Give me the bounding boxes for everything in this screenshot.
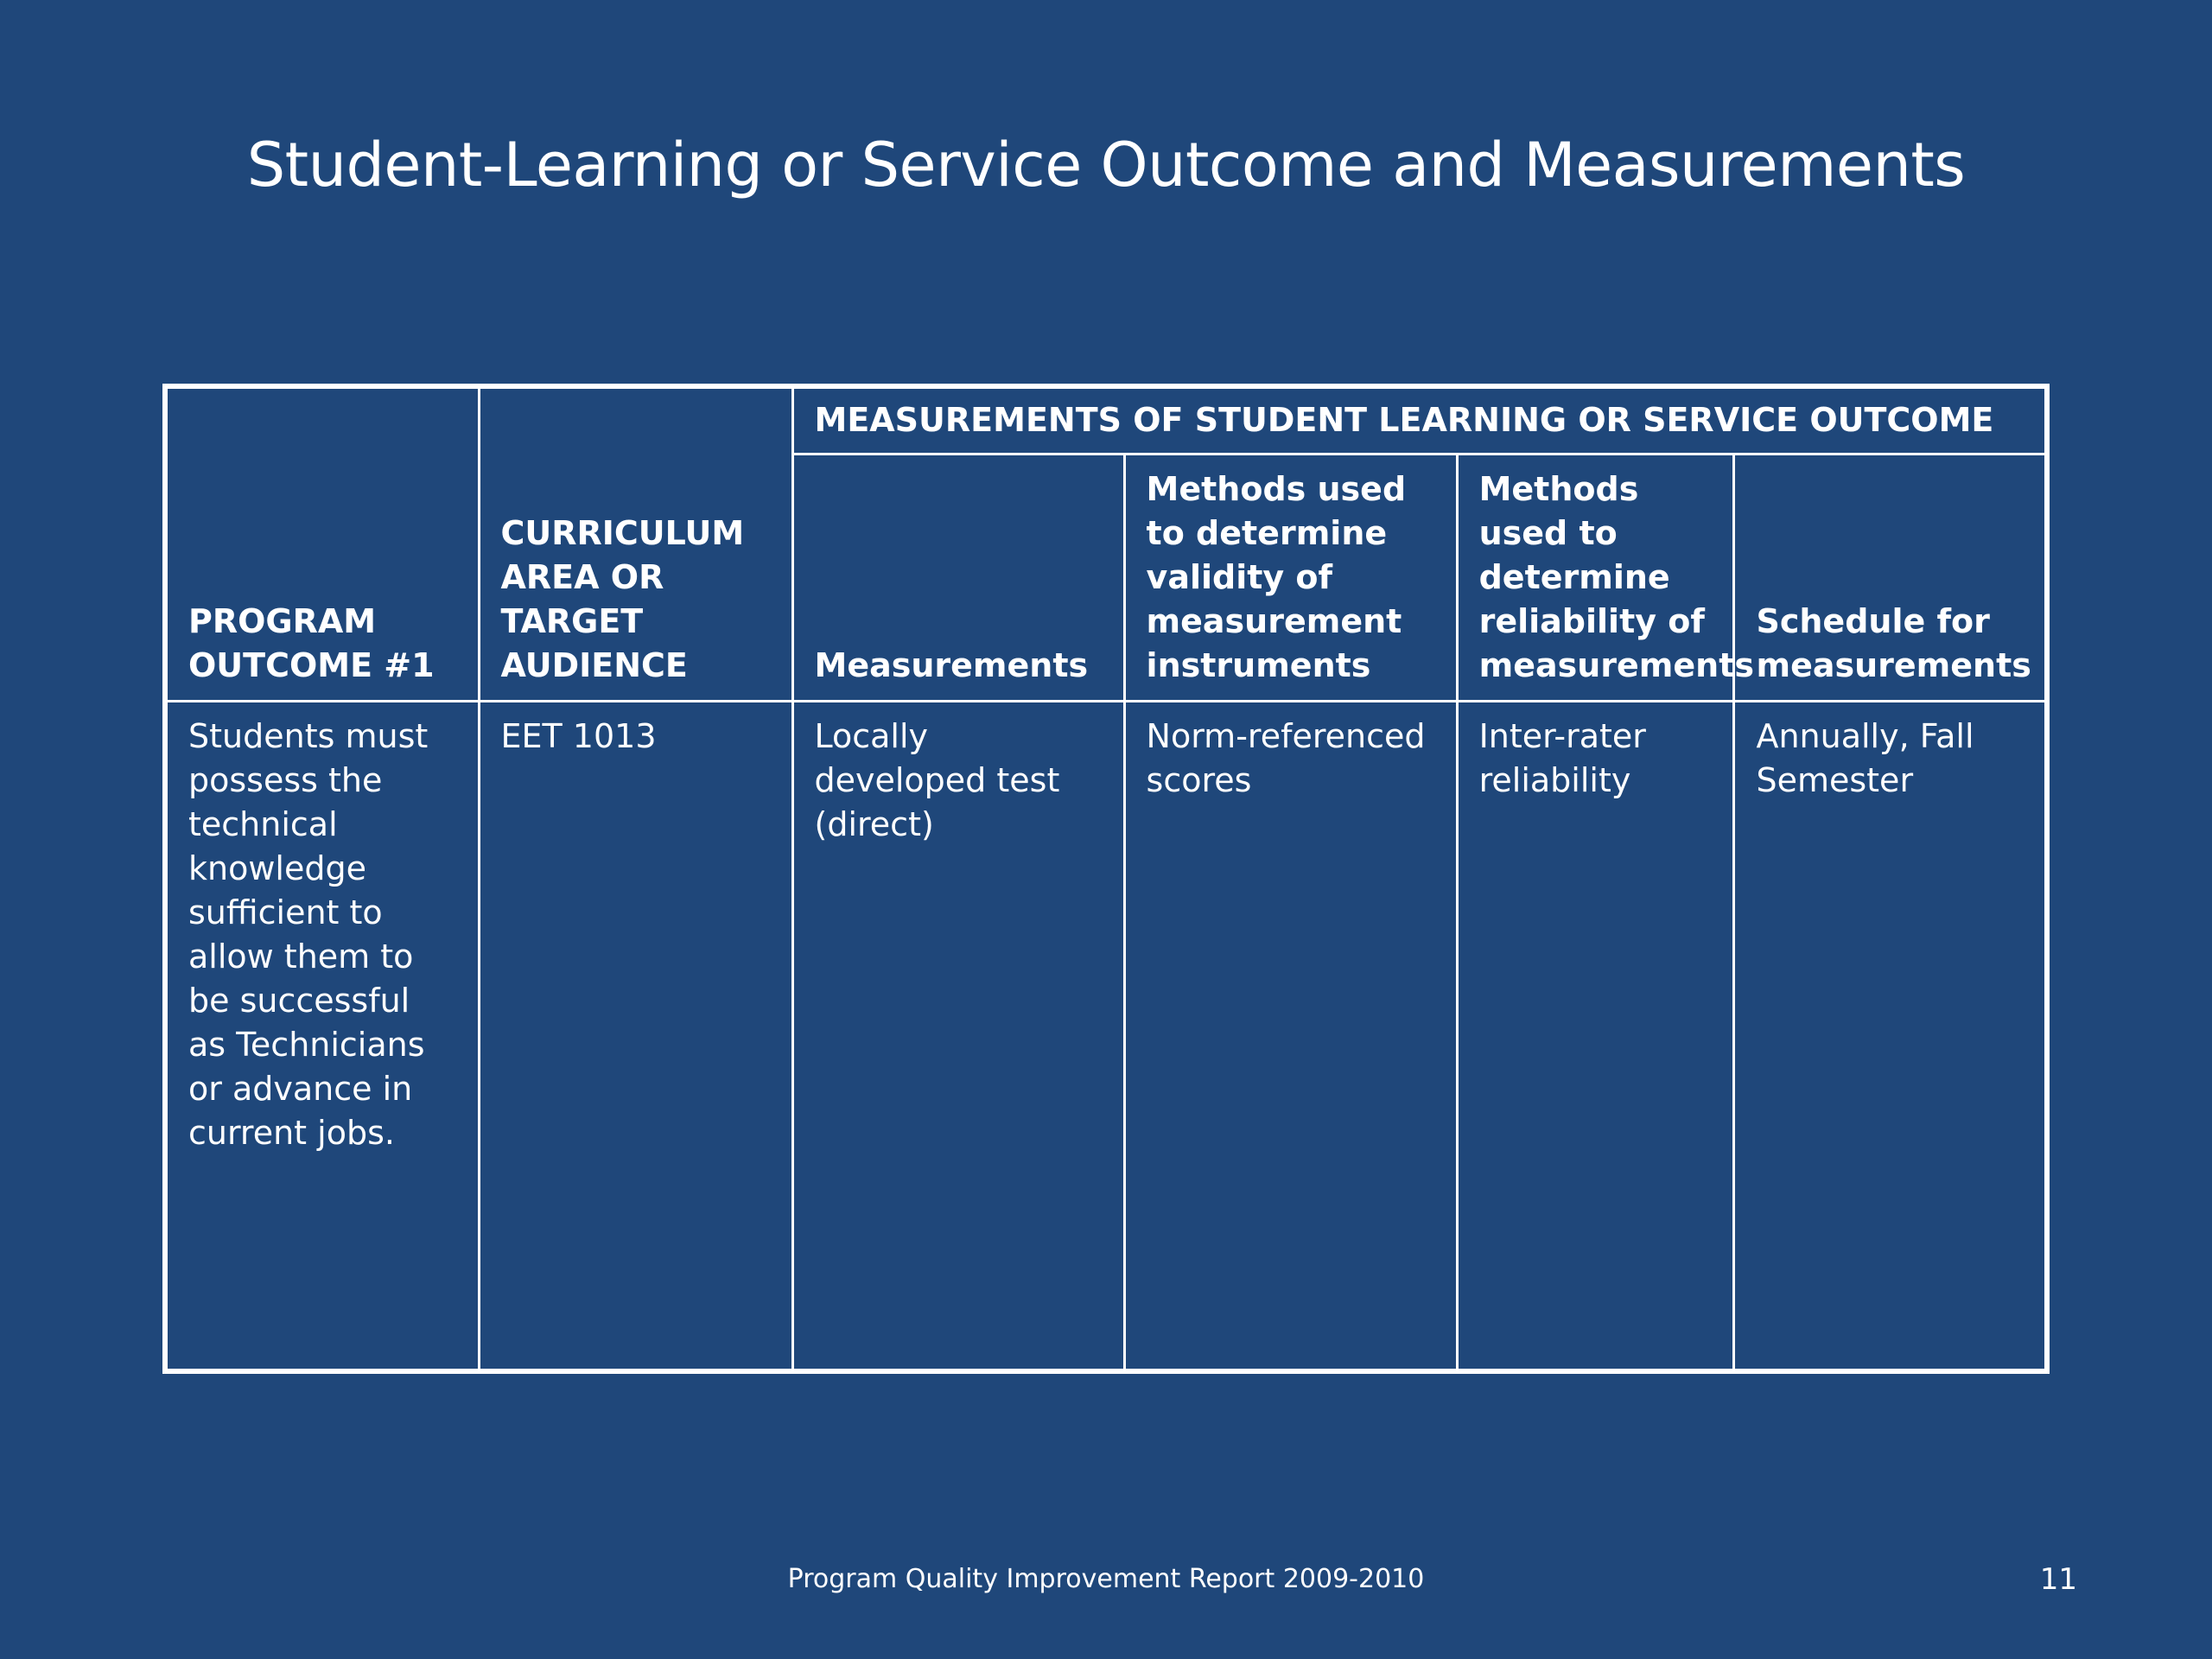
header-measurements: Measurements [792, 454, 1124, 701]
header-reliability-methods: Methods used to determine reliability of measurements [1457, 454, 1734, 701]
header-validity-methods: Methods used to determine validity of measurement instruments [1124, 454, 1457, 701]
cell-program-outcome: Students must possess the technical knowledge sufficient to allow them to be successful as Technicians or advance in current jobs. [165, 701, 479, 1371]
slide-footer: Program Quality Improvement Report 2009-2010 [787, 1564, 1425, 1594]
header-schedule: Schedule for measurements [1734, 454, 2047, 701]
slide-title: Student-Learning or Service Outcome and Measurements [246, 130, 1966, 200]
table-header-row-group [165, 386, 2047, 454]
cell-reliability: Inter-rater reliability [1457, 701, 1734, 1371]
cell-validity: Norm-referenced scores [1124, 701, 1457, 1371]
header-measurements-group: MEASUREMENTS OF STUDENT LEARNING OR SERVICE OUTCOME [792, 386, 2047, 454]
slide-number: 11 [2039, 1562, 2077, 1597]
cell-schedule: Annually, Fall Semester [1734, 701, 2047, 1371]
table-row [165, 701, 2047, 1371]
header-curriculum-area: CURRICULUM AREA OR TARGET AUDIENCE [479, 386, 792, 701]
cell-measurements: Locally developed test (direct) [792, 701, 1124, 1371]
cell-curriculum: EET 1013 [479, 701, 792, 1371]
header-program-outcome: PROGRAM OUTCOME #1 [165, 386, 479, 701]
outcome-measurements-table [162, 384, 2050, 1374]
